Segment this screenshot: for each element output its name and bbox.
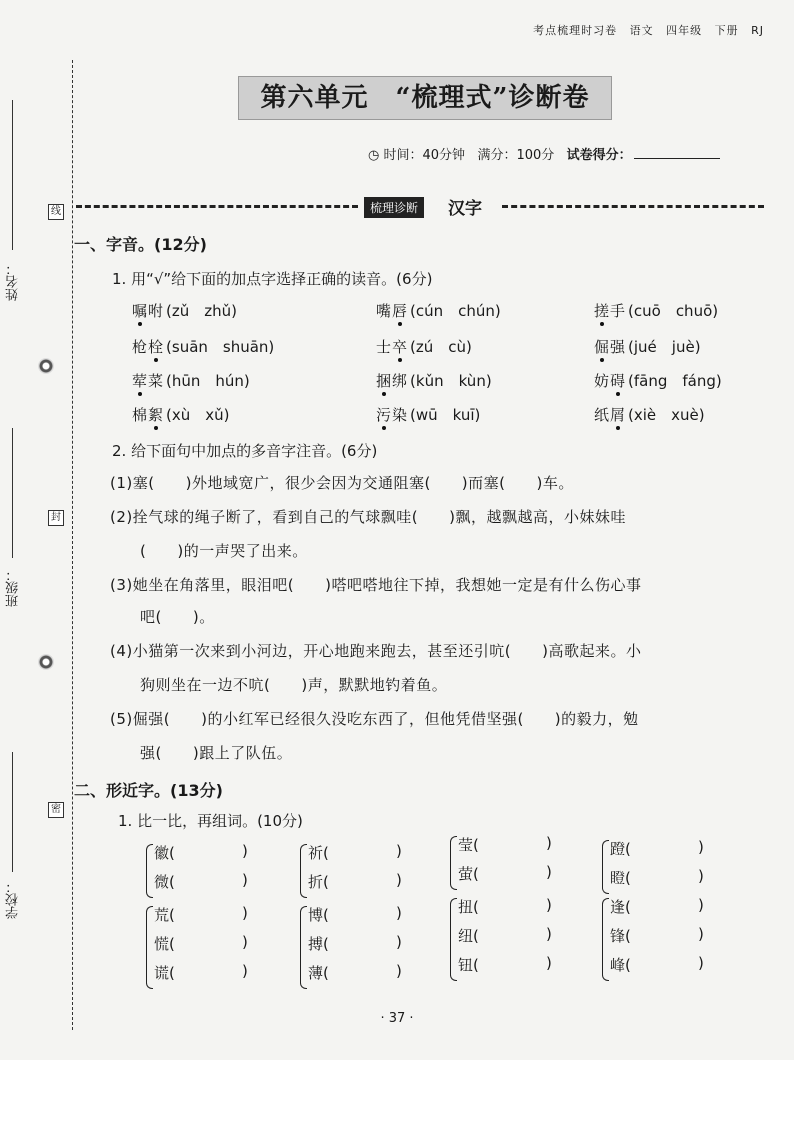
pinyin-options[interactable]: (xù xǔ) bbox=[166, 406, 230, 424]
exam-meta bbox=[368, 144, 720, 163]
header-grade: 四年级 bbox=[666, 24, 703, 37]
compare-row[interactable]: 折( ) bbox=[308, 871, 402, 891]
seal-mark-xian: 线 bbox=[48, 204, 64, 220]
word-char: 嘱 bbox=[132, 302, 149, 320]
pinyin-options[interactable]: (jué juè) bbox=[628, 338, 701, 356]
word-char: 污 bbox=[376, 406, 393, 424]
header-series: 考点梳理时习卷 bbox=[533, 24, 618, 37]
compare-row[interactable]: 锋( ) bbox=[610, 925, 704, 945]
school-write-line bbox=[12, 752, 13, 872]
margin-blank bbox=[0, 1060, 794, 1124]
word-char: 搓 bbox=[594, 302, 611, 320]
pinyin-item[interactable] bbox=[376, 404, 480, 425]
header-term: 下册 bbox=[714, 24, 739, 37]
compare-row[interactable]: 蹬( ) bbox=[610, 838, 704, 858]
time-limit: 时间：40分钟 bbox=[383, 148, 466, 163]
word-char: 碍 bbox=[610, 372, 627, 390]
compare-group bbox=[146, 842, 248, 900]
word-char: 絮 bbox=[148, 406, 165, 424]
sentence-line[interactable]: (3)她坐在角落里，眼泪吧( )嗒吧嗒地往下掉，我想她一定是有什么伤心事 bbox=[110, 576, 642, 594]
pinyin-item[interactable] bbox=[132, 336, 274, 357]
compare-row[interactable]: 逢( ) bbox=[610, 896, 704, 916]
compare-row[interactable]: 莹( ) bbox=[458, 834, 552, 854]
pinyin-item[interactable] bbox=[594, 404, 705, 425]
word-char: 手 bbox=[610, 302, 627, 320]
word-char: 捆 bbox=[376, 372, 393, 390]
sentence-line[interactable]: 狗则坐在一边不吭( )声，默默地钓着鱼。 bbox=[140, 676, 448, 694]
seal-mark-feng: 封 bbox=[48, 510, 64, 526]
compare-row[interactable]: 瞪( ) bbox=[610, 867, 704, 887]
pinyin-item[interactable] bbox=[376, 336, 472, 357]
compare-row[interactable]: 荒( ) bbox=[154, 904, 248, 924]
pinyin-item[interactable] bbox=[132, 404, 230, 425]
word-char: 棉 bbox=[132, 406, 149, 424]
compare-group bbox=[602, 838, 704, 896]
word-char: 屑 bbox=[610, 406, 627, 424]
header-subject: 语文 bbox=[629, 24, 654, 37]
sentence-line[interactable]: ( )的一声哭了出来。 bbox=[140, 542, 308, 560]
word-char: 栓 bbox=[148, 338, 165, 356]
word-char: 嘴 bbox=[376, 302, 393, 320]
compare-row[interactable]: 祈( ) bbox=[308, 842, 402, 862]
section1-heading: 一、字音。(12分) bbox=[74, 235, 207, 254]
word-char: 枪 bbox=[132, 338, 149, 356]
running-header bbox=[525, 22, 764, 38]
pinyin-item[interactable] bbox=[132, 370, 250, 391]
name-write-line bbox=[12, 100, 13, 250]
class-label: 班级： bbox=[6, 568, 21, 607]
page-number: · 37 · bbox=[380, 1011, 414, 1026]
pinyin-options[interactable]: (kǔn kùn) bbox=[410, 372, 492, 390]
class-write-line bbox=[12, 428, 13, 558]
binding-dashed-line bbox=[72, 60, 73, 1030]
sentence-line[interactable]: 吧( )。 bbox=[140, 608, 215, 626]
word-char: 唇 bbox=[392, 302, 409, 320]
banner-rule-left bbox=[76, 205, 358, 212]
pinyin-options[interactable]: (hūn hún) bbox=[166, 372, 250, 390]
compare-row[interactable]: 博( ) bbox=[308, 904, 402, 924]
compare-row[interactable]: 纽( ) bbox=[458, 925, 552, 945]
section2-heading: 二、形近字。(13分) bbox=[74, 781, 223, 800]
banner-rule-right bbox=[502, 205, 764, 212]
clock-icon: ◷ bbox=[368, 148, 380, 163]
pinyin-options[interactable]: (xiè xuè) bbox=[628, 406, 705, 424]
compare-row[interactable]: 搏( ) bbox=[308, 933, 402, 953]
seal-mark-mi: 密 bbox=[48, 802, 64, 818]
word-char: 强 bbox=[610, 338, 627, 356]
name-label: 姓名： bbox=[6, 262, 21, 301]
punch-hole-icon bbox=[38, 654, 54, 670]
sentence-line[interactable]: (2)拴气球的绳子断了，看到自己的气球飘哇( )飘，越飘越高，小妹妹哇 bbox=[110, 508, 626, 526]
banner-tag: 梳理诊断 bbox=[364, 197, 424, 218]
compare-row[interactable]: 徽( ) bbox=[154, 842, 248, 862]
pinyin-options[interactable]: (cún chún) bbox=[410, 302, 501, 320]
pinyin-options[interactable]: (wū kuī) bbox=[410, 406, 481, 424]
word-char: 卒 bbox=[392, 338, 409, 356]
word-char: 倔 bbox=[594, 338, 611, 356]
pinyin-item[interactable] bbox=[594, 336, 701, 357]
banner-title: 汉字 bbox=[448, 199, 482, 219]
pinyin-item[interactable] bbox=[376, 370, 492, 391]
school-label: 学校： bbox=[6, 880, 21, 919]
compare-group bbox=[450, 834, 552, 892]
s2-q1-stem: 1. 比一比，再组词。(10分) bbox=[118, 812, 303, 830]
score-blank[interactable] bbox=[634, 158, 720, 159]
pinyin-item[interactable] bbox=[594, 300, 718, 321]
word-char: 染 bbox=[392, 406, 409, 424]
q2-stem: 2. 给下面句中加点的多音字注音。(6分) bbox=[112, 442, 378, 460]
compare-row[interactable]: 微( ) bbox=[154, 871, 248, 891]
compare-group bbox=[300, 904, 402, 991]
sentence-line[interactable]: (1)塞( )外地域宽广，很少会因为交通阻塞( )而塞( )车。 bbox=[110, 474, 574, 492]
word-char: 咐 bbox=[148, 302, 165, 320]
full-score: 满分：100分 bbox=[477, 148, 555, 163]
sentence-line[interactable]: (4)小猫第一次来到小河边，开心地跑来跑去，甚至还引吭( )高歌起来。小 bbox=[110, 642, 642, 660]
header-edition: RJ bbox=[751, 24, 764, 37]
compare-row[interactable]: 薄( ) bbox=[308, 962, 402, 982]
sentence-line[interactable]: (5)倔强( )的小红军已经很久没吃东西了，但他凭借坚强( )的毅力，勉 bbox=[110, 710, 639, 728]
pinyin-options[interactable]: (zú cù) bbox=[410, 338, 472, 356]
word-char: 菜 bbox=[148, 372, 165, 390]
compare-row[interactable]: 谎( ) bbox=[154, 962, 248, 982]
pinyin-options[interactable]: (suān shuān) bbox=[166, 338, 275, 356]
score-label: 试卷得分： bbox=[566, 148, 632, 163]
compare-row[interactable]: 萤( ) bbox=[458, 863, 552, 883]
pinyin-item[interactable] bbox=[594, 370, 722, 391]
pinyin-item[interactable] bbox=[132, 300, 237, 321]
punch-hole-icon bbox=[38, 358, 54, 374]
compare-group bbox=[602, 896, 704, 983]
compare-group bbox=[450, 896, 552, 983]
compare-row[interactable]: 慌( ) bbox=[154, 933, 248, 953]
compare-row[interactable]: 扭( ) bbox=[458, 896, 552, 916]
sentence-line[interactable]: 强( )跟上了队伍。 bbox=[140, 744, 293, 762]
word-char: 纸 bbox=[594, 406, 611, 424]
word-char: 绑 bbox=[392, 372, 409, 390]
pinyin-options[interactable]: (cuō chuō) bbox=[628, 302, 719, 320]
pinyin-item[interactable] bbox=[376, 300, 501, 321]
word-char: 荤 bbox=[132, 372, 149, 390]
compare-row[interactable]: 钮( ) bbox=[458, 954, 552, 974]
exam-title: 第六单元 “梳理式”诊断卷 bbox=[238, 76, 612, 120]
compare-group bbox=[146, 904, 248, 991]
pinyin-options[interactable]: (zǔ zhǔ) bbox=[166, 302, 238, 320]
pinyin-options[interactable]: (fāng fáng) bbox=[628, 372, 722, 390]
compare-row[interactable]: 峰( ) bbox=[610, 954, 704, 974]
q1-stem: 1. 用“√”给下面的加点字选择正确的读音。(6分) bbox=[112, 270, 433, 288]
compare-group bbox=[300, 842, 402, 900]
word-char: 士 bbox=[376, 338, 393, 356]
word-char: 妨 bbox=[594, 372, 611, 390]
